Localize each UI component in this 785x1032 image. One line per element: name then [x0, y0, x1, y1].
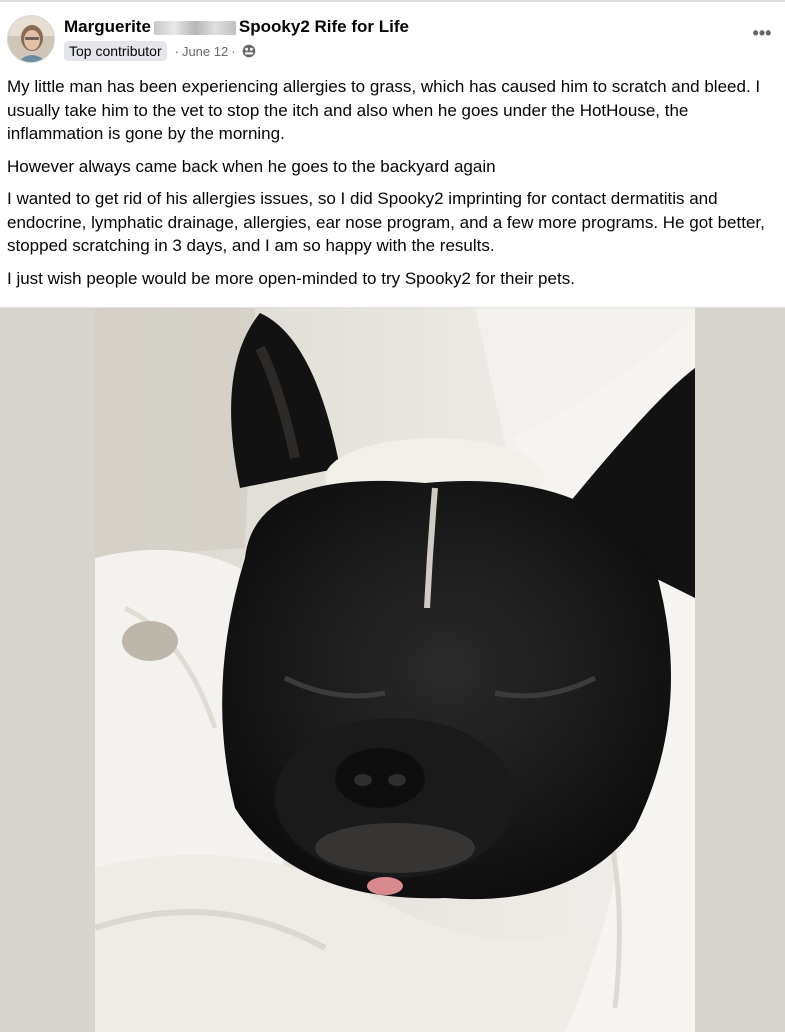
post-date[interactable]: June 12	[181, 43, 229, 59]
author-line	[64, 17, 409, 37]
dog-photo-illustration	[95, 308, 695, 1032]
avatar[interactable]	[7, 15, 55, 63]
redacted-name	[154, 21, 236, 35]
top-contributor-badge[interactable]: Top contributor	[64, 41, 167, 61]
avatar-image	[8, 16, 55, 63]
post-body	[7, 75, 777, 299]
author-name[interactable]: Marguerite	[64, 17, 151, 36]
more-options-icon[interactable]: •••	[752, 23, 772, 43]
post-paragraph: My little man has been experiencing allergies to grass, which has caused him to scratch and bleed. I usually take him to the vet to stop the itch and also when he goes under the HotHouse, the inflammation is gone by the morning.	[7, 77, 761, 143]
post-header	[0, 0, 785, 72]
globe-icon[interactable]	[242, 44, 256, 58]
meta-separator: ·	[174, 43, 179, 59]
group-name[interactable]: Spooky2 Rife for Life	[238, 17, 409, 36]
post-photo-container[interactable]	[0, 307, 785, 1032]
post-paragraph: I wanted to get rid of his allergies issues, so I did Spooky2 imprinting for contact dermatitis and endocrine, lymphatic drainage, allergies, ear nose program, and a few more programs. He got better, stopped scratching in 3 days, and I am so happy with the results.	[7, 189, 765, 255]
post-paragraph: However always came back when he goes to the backyard again	[7, 156, 496, 176]
post-photo[interactable]	[95, 308, 695, 1032]
post-paragraph: I just wish people would be more open-minded to try Spooky2 for their pets.	[7, 268, 575, 288]
post-meta	[64, 41, 256, 61]
meta-separator: ·	[231, 43, 236, 59]
